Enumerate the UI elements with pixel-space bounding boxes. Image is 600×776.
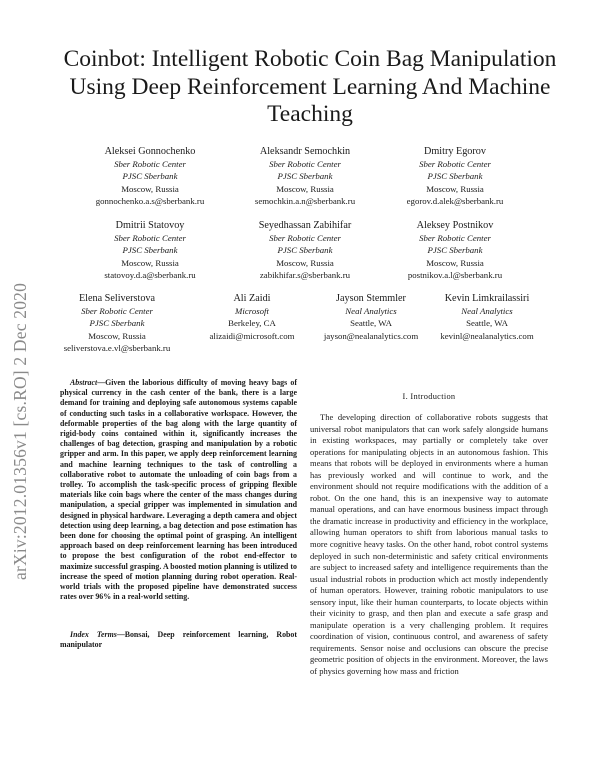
author-name: Dmitrii Statovoy xyxy=(115,220,185,231)
author-name: Aleksandr Semochkin xyxy=(259,146,351,157)
author-org: Sber Robotic Center xyxy=(269,233,341,244)
author-email[interactable]: statovoy.d.a@sberbank.ru xyxy=(104,269,196,280)
author-email[interactable]: jayson@nealanalytics.com xyxy=(323,330,419,341)
arxiv-identifier: arXiv:2012.01356v1 [cs.RO] 2 Dec 2020 xyxy=(10,282,30,580)
author-email[interactable]: alizaidi@microsoft.com xyxy=(209,330,295,341)
author-block xyxy=(422,293,552,342)
author-name: Dmitry Egorov xyxy=(424,146,486,157)
author-block xyxy=(192,293,312,342)
abstract-text: Given the laborious difficulty of moving heavy bags of physical currency in the cash center of the bank, there is a large demand for training and deploying safe autonomous systems capable of conducting such tasks in a collaborative workspace. However, the deformable properties of the bag along with the large quantity of rigid-body coins contained within it, significantly increases the challenges of bag detection, grasping and manipulation by a robotic gripper and arm. In this paper, we apply deep reinforcement learning and machine learning techniques to the task of controlling a collaborative robot to automate the unloading of coin bags from a trolley. To accomplish the task-specific process of gripping flexible materials like coin bags where the center of the mass changes during manipulation, a special gripper was implemented in simulation and designed in physical hardware. Leveraging a depth camera and object detection using deep learning, a bag detection and pose estimation has been done for choosing the optimal point of grasping. An intelligent approach based on deep reinforcement learning has been introduced to propose the best configuration of the robot end-effector to maximize successful grasping. A boosted motion planning is utilized to increase the speed of motion planning during robot operation. Real-world trials with the proposed pipeline have demonstrated success rates over 96% in a real-world setting. xyxy=(60,378,297,602)
author-block xyxy=(220,146,390,207)
author-block xyxy=(370,146,540,207)
author-city: Moscow, Russia xyxy=(121,183,179,194)
author-block xyxy=(65,220,235,281)
author-name: Ali Zaidi xyxy=(233,293,271,304)
index-terms-text: Bonsai, Deep reinforcement learning, Robot manipulator xyxy=(60,630,297,650)
author-block xyxy=(306,293,436,342)
author-org: Sber Robotic Center xyxy=(269,159,341,170)
author-city: Moscow, Russia xyxy=(88,330,146,341)
author-city: Moscow, Russia xyxy=(426,257,484,268)
section-body xyxy=(310,412,548,678)
author-name: Elena Seliverstova xyxy=(78,293,156,304)
author-name: Kevin Limkrailassiri xyxy=(444,293,530,304)
author-org: Sber Robotic Center xyxy=(114,233,186,244)
author-email[interactable]: postnikov.a.l@sberbank.ru xyxy=(407,269,503,280)
author-email[interactable]: semochkin.a.n@sberbank.ru xyxy=(254,195,356,206)
index-terms: Index Terms—Bonsai, Deep reinforcement learning, Robot manipulator xyxy=(60,630,297,650)
section-text: The developing direction of collaborative robots suggests that universal robot manipulators that can work safely alongside humans in existing workspaces, may partially or completely take over operations for manipulating objects in an autonomous fashion. This means that robots will be deployed in environments where a human has previously worked and will continue to work, and the environment should not require modifications with the addition of a robot. On the one hand, this is an inexpensive way to automate manual operations, and can have enormous business impact through the dramatic increase in productivity and efficiency in the workplace, allowing human operators to shift from laborious manual tasks to more cognitive heavy tasks. On the other hand, robot control systems deployed in such non-deterministic and safety critical environments are subject to increased safety and intelligence requirements than the usual industrial robots in production which act mostly independently of human operators. However, training robotic manipulators to use sensory input, like their human counterparts, to locate objects within their vicinity to grasp, and then plan and execute a safe grasp and manipulate operation is a very challenging problem. It requires coordination of vision, continuous control, and awareness of safety requirements. Sensor noise and occlusions can obscure the precise geometric position of objects in the environment. Moreover, the laws of physics governing how mass and friction xyxy=(310,412,548,677)
author-company: PJSC Sberbank xyxy=(427,245,483,256)
author-company: PJSC Sberbank xyxy=(89,318,145,329)
author-org: Sber Robotic Center xyxy=(114,159,186,170)
author-org: Microsoft xyxy=(235,306,269,317)
author-city: Moscow, Russia xyxy=(276,257,334,268)
author-block xyxy=(370,220,540,281)
author-email[interactable]: gonnochenko.a.s@sberbank.ru xyxy=(95,195,205,206)
author-block xyxy=(42,293,192,354)
author-city: Moscow, Russia xyxy=(121,257,179,268)
author-name: Aleksei Gonnochenko xyxy=(104,146,196,157)
author-company: PJSC Sberbank xyxy=(277,245,333,256)
author-company: PJSC Sberbank xyxy=(277,171,333,182)
author-org: Neal Analytics xyxy=(345,306,397,317)
author-name: Seyedhassan Zabihifar xyxy=(258,220,352,231)
author-email[interactable]: zabikhifar.s@sberbank.ru xyxy=(259,269,351,280)
author-company: PJSC Sberbank xyxy=(427,171,483,182)
author-city: Berkeley, CA xyxy=(228,318,276,329)
author-email[interactable]: kevinl@nealanalytics.com xyxy=(440,330,534,341)
author-email[interactable]: seliverstova.e.vl@sberbank.ru xyxy=(63,342,171,353)
paper-title: Coinbot: Intelligent Robotic Coin Bag Manipulation Using Deep Reinforcement Learning And Machine Teaching xyxy=(63,46,557,127)
author-city: Moscow, Russia xyxy=(276,183,334,194)
author-city: Moscow, Russia xyxy=(426,183,484,194)
section-heading: I. Introduction xyxy=(402,392,456,401)
author-org: Neal Analytics xyxy=(461,306,513,317)
author-city: Seattle, WA xyxy=(466,318,508,329)
author-block xyxy=(65,146,235,207)
author-company: PJSC Sberbank xyxy=(122,171,178,182)
author-name: Jayson Stemmler xyxy=(336,293,406,304)
author-name: Aleksey Postnikov xyxy=(416,220,494,231)
author-company: PJSC Sberbank xyxy=(122,245,178,256)
abstract: Abstract—Given the laborious difficulty of moving heavy bags of physical currency in the cash center of the bank, there is a large demand for training and deploying safe autonomous systems capable of conducting such tasks in a collaborative workspace. However, the deformable properties of the bag along with the large quantity of rigid-body coins contained within it, significantly increases the challenges of bag detection, grasping and manipulation by a robotic gripper and arm. In this paper, we apply deep reinforcement learning and machine learning techniques to the task of controlling a collaborative robot to automate the unloading of coin bags from a trolley. To accomplish the task-specific process of gripping flexible materials like coin bags where the center of the mass changes during manipulation, a special gripper was implemented in simulation and designed in physical hardware. Leveraging a depth camera and object detection using deep learning, a bag detection and pose estimation has been done for choosing the optimal point of grasping. An intelligent approach based on deep reinforcement learning has been introduced to propose the best configuration of the robot end-effector to maximize successful grasping. A boosted motion planning is utilized to increase the speed of motion planning during robot operation. Real-world trials with the proposed pipeline have demonstrated success rates over 96% in a real-world setting. xyxy=(60,378,297,602)
author-city: Seattle, WA xyxy=(350,318,392,329)
author-block xyxy=(220,220,390,281)
author-email[interactable]: egorov.d.alek@sberbank.ru xyxy=(406,195,504,206)
author-org: Sber Robotic Center xyxy=(81,306,153,317)
abstract-label: Abstract xyxy=(70,378,98,387)
author-org: Sber Robotic Center xyxy=(419,233,491,244)
author-org: Sber Robotic Center xyxy=(419,159,491,170)
index-terms-label: Index Terms xyxy=(70,630,117,639)
